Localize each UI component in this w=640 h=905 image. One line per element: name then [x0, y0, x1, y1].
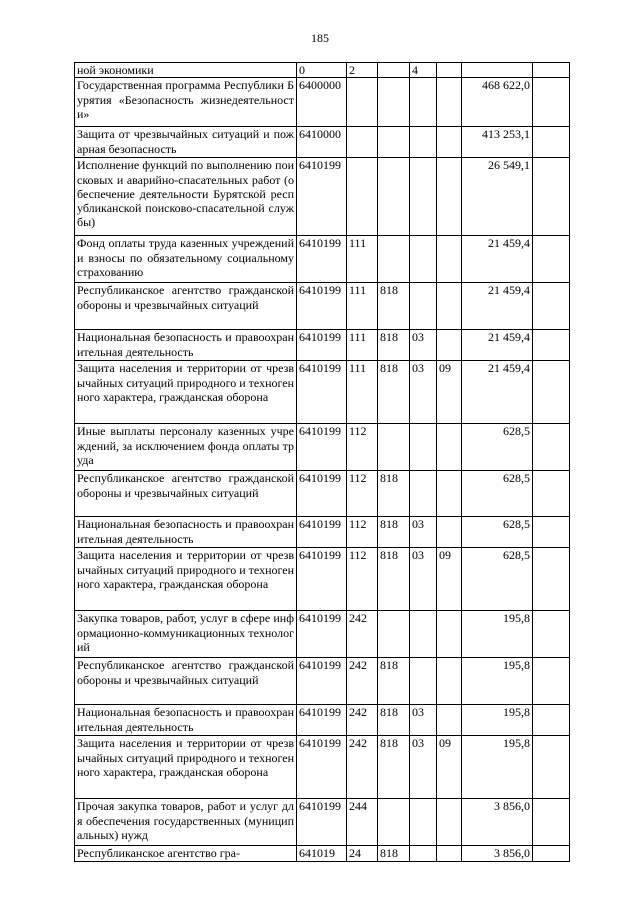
expense-type-code: [347, 127, 378, 158]
target-article-code: 6400000: [297, 78, 347, 127]
section-code: [410, 658, 437, 705]
row-name: Республиканское агентство гражданской обороны и чрезвычайных ситуаций: [75, 658, 297, 705]
section-code: [410, 471, 437, 517]
blank-cell: [533, 78, 570, 127]
department-code: [378, 78, 410, 127]
section-code: [410, 127, 437, 158]
expense-type-code: 2: [347, 63, 378, 78]
subsection-code: [437, 236, 462, 283]
section-code: [410, 158, 437, 236]
subsection-code: [437, 799, 462, 846]
section-code: [410, 236, 437, 283]
blank-cell: [533, 548, 570, 611]
amount: 3 856,0: [462, 799, 533, 846]
row-name: Защита населения и территории от чрезвычайных ситуаций природного и техногенного характера, гражданская оборона: [75, 736, 297, 799]
expense-type-code: 112: [347, 548, 378, 611]
section-code: 03: [410, 736, 437, 799]
amount: 21 459,4: [462, 361, 533, 424]
blank-cell: [533, 846, 570, 861]
amount: 413 253,1: [462, 127, 533, 158]
amount: 628,5: [462, 548, 533, 611]
table-row: [75, 330, 570, 361]
table-row: [75, 705, 570, 736]
subsection-code: [437, 517, 462, 548]
table-row: [75, 283, 570, 330]
target-article-code: 6410199: [297, 658, 347, 705]
row-name: Национальная безопасность и правоохранительная деятельность: [75, 705, 297, 736]
target-article-code: 6410199: [297, 611, 347, 658]
department-code: 818: [378, 658, 410, 705]
row-name: Иные выплаты персоналу казенных учреждений, за исключением фонда оплаты труда: [75, 424, 297, 471]
department-code: [378, 236, 410, 283]
subsection-code: [437, 330, 462, 361]
row-name: Защита населения и территории от чрезвычайных ситуаций природного и техногенного характера, гражданская оборона: [75, 361, 297, 424]
amount: 3 856,0: [462, 846, 533, 861]
target-article-code: 6410199: [297, 424, 347, 471]
amount: 195,8: [462, 705, 533, 736]
amount: [462, 63, 533, 78]
table-row: [75, 424, 570, 471]
expense-type-code: 112: [347, 517, 378, 548]
row-name: Национальная безопасность и правоохранительная деятельность: [75, 517, 297, 548]
row-name: Фонд оплаты труда казенных учреждений и взносы по обязательному социальному страхованию: [75, 236, 297, 283]
department-code: 818: [378, 517, 410, 548]
section-code: 03: [410, 548, 437, 611]
expense-type-code: 111: [347, 330, 378, 361]
table-row: [75, 158, 570, 236]
section-code: 4: [410, 63, 437, 78]
table-row: [75, 658, 570, 705]
subsection-code: [437, 658, 462, 705]
department-code: [378, 63, 410, 78]
expense-type-code: 242: [347, 611, 378, 658]
table-row: [75, 63, 570, 78]
subsection-code: 09: [437, 736, 462, 799]
expense-type-code: [347, 78, 378, 127]
table-row: [75, 548, 570, 611]
expense-type-code: 242: [347, 705, 378, 736]
target-article-code: 6410199: [297, 471, 347, 517]
department-code: 818: [378, 548, 410, 611]
department-code: [378, 158, 410, 236]
expense-type-code: 24: [347, 846, 378, 861]
blank-cell: [533, 736, 570, 799]
amount: 21 459,4: [462, 283, 533, 330]
amount: 195,8: [462, 736, 533, 799]
expense-type-code: 111: [347, 283, 378, 330]
subsection-code: [437, 705, 462, 736]
department-code: 818: [378, 846, 410, 861]
amount: 628,5: [462, 471, 533, 517]
section-code: 03: [410, 705, 437, 736]
target-article-code: 6410199: [297, 361, 347, 424]
expense-type-code: 244: [347, 799, 378, 846]
amount: 26 549,1: [462, 158, 533, 236]
target-article-code: 6410199: [297, 799, 347, 846]
blank-cell: [533, 611, 570, 658]
table-row: [75, 846, 570, 861]
blank-cell: [533, 283, 570, 330]
department-code: 818: [378, 705, 410, 736]
expense-type-code: 242: [347, 736, 378, 799]
department-code: 818: [378, 361, 410, 424]
target-article-code: 6410199: [297, 236, 347, 283]
blank-cell: [533, 799, 570, 846]
amount: 628,5: [462, 517, 533, 548]
department-code: 818: [378, 471, 410, 517]
budget-table: [74, 62, 570, 862]
target-article-code: 6410199: [297, 283, 347, 330]
section-code: [410, 424, 437, 471]
subsection-code: [437, 424, 462, 471]
section-code: [410, 78, 437, 127]
target-article-code: 6410199: [297, 330, 347, 361]
table-row: [75, 471, 570, 517]
blank-cell: [533, 705, 570, 736]
department-code: [378, 127, 410, 158]
page-number: 185: [311, 31, 329, 45]
department-code: 818: [378, 283, 410, 330]
expense-type-code: 112: [347, 471, 378, 517]
section-code: 03: [410, 330, 437, 361]
section-code: [410, 283, 437, 330]
subsection-code: [437, 63, 462, 78]
row-name: Республиканское агентство гражданской обороны и чрезвычайных ситуаций: [75, 471, 297, 517]
subsection-code: [437, 283, 462, 330]
amount: 628,5: [462, 424, 533, 471]
target-article-code: 6410000: [297, 127, 347, 158]
row-name: Республиканское агентство гра-: [75, 846, 297, 861]
expense-type-code: [347, 158, 378, 236]
department-code: [378, 611, 410, 658]
expense-type-code: 112: [347, 424, 378, 471]
target-article-code: 6410199: [297, 548, 347, 611]
amount: 21 459,4: [462, 330, 533, 361]
table-row: [75, 517, 570, 548]
blank-cell: [533, 63, 570, 78]
table-row: [75, 127, 570, 158]
section-code: 03: [410, 517, 437, 548]
expense-type-code: 111: [347, 236, 378, 283]
subsection-code: [437, 471, 462, 517]
subsection-code: [437, 158, 462, 236]
target-article-code: 6410199: [297, 517, 347, 548]
row-name: Прочая закупка товаров, работ и услуг для обеспечения государственных (муниципальных) нужд: [75, 799, 297, 846]
amount: 468 622,0: [462, 78, 533, 127]
department-code: [378, 799, 410, 846]
subsection-code: 09: [437, 361, 462, 424]
table-row: [75, 611, 570, 658]
section-code: [410, 846, 437, 861]
row-name: Национальная безопасность и правоохранительная деятельность: [75, 330, 297, 361]
blank-cell: [533, 424, 570, 471]
department-code: [378, 424, 410, 471]
blank-cell: [533, 236, 570, 283]
row-name: Республиканское агентство гражданской обороны и чрезвычайных ситуаций: [75, 283, 297, 330]
target-article-code: 0: [297, 63, 347, 78]
target-article-code: 6410199: [297, 736, 347, 799]
row-name: Защита населения и территории от чрезвычайных ситуаций природного и техногенного характера, гражданская оборона: [75, 548, 297, 611]
target-article-code: 6410199: [297, 705, 347, 736]
row-name: Исполнение функций по выполнению поисковых и аварийно-спасательных работ (обеспечение деятельности Бурятской республиканской поисково-спасательной службы): [75, 158, 297, 236]
amount: 195,8: [462, 611, 533, 658]
blank-cell: [533, 330, 570, 361]
department-code: 818: [378, 330, 410, 361]
department-code: 818: [378, 736, 410, 799]
section-code: 03: [410, 361, 437, 424]
subsection-code: [437, 846, 462, 861]
expense-type-code: 242: [347, 658, 378, 705]
amount: 195,8: [462, 658, 533, 705]
subsection-code: [437, 611, 462, 658]
blank-cell: [533, 658, 570, 705]
subsection-code: [437, 78, 462, 127]
blank-cell: [533, 127, 570, 158]
row-name: Закупка товаров, работ, услуг в сфере информационно-коммуникационных технологий: [75, 611, 297, 658]
target-article-code: 641019: [297, 846, 347, 861]
section-code: [410, 611, 437, 658]
table-row: [75, 799, 570, 846]
expense-type-code: 111: [347, 361, 378, 424]
row-name: Государственная программа Республики Бурятия «Безопасность жизнедеятельности»: [75, 78, 297, 127]
subsection-code: [437, 127, 462, 158]
blank-cell: [533, 471, 570, 517]
amount: 21 459,4: [462, 236, 533, 283]
blank-cell: [533, 361, 570, 424]
subsection-code: 09: [437, 548, 462, 611]
row-name: Защита от чрезвычайных ситуаций и пожарная безопасность: [75, 127, 297, 158]
blank-cell: [533, 517, 570, 548]
blank-cell: [533, 158, 570, 236]
row-name: ной экономики: [75, 63, 297, 78]
table-row: [75, 736, 570, 799]
table-row: [75, 361, 570, 424]
table-row: [75, 236, 570, 283]
table-row: [75, 78, 570, 127]
section-code: [410, 799, 437, 846]
target-article-code: 6410199: [297, 158, 347, 236]
